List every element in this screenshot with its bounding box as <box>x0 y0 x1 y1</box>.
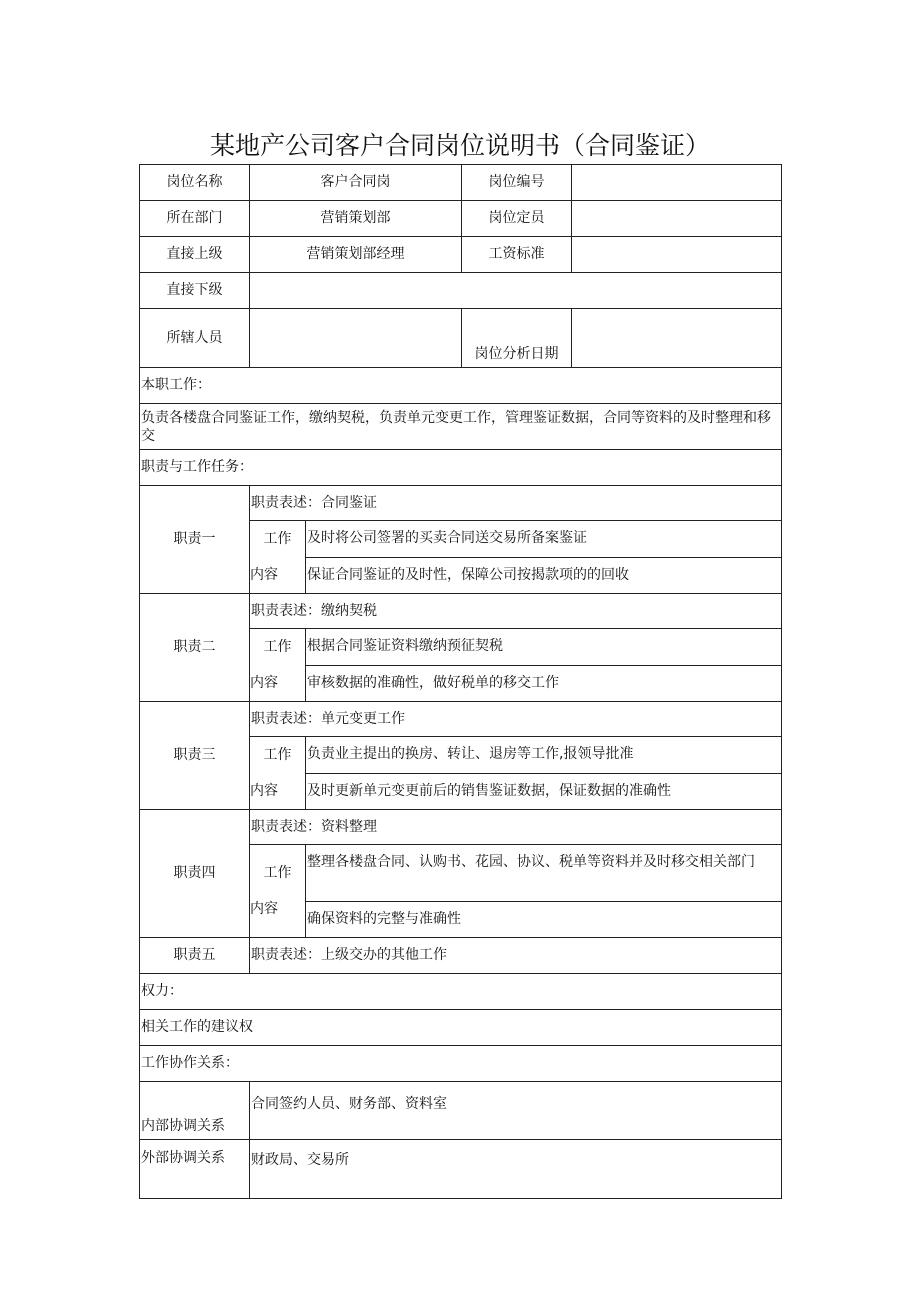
info-row <box>140 309 782 368</box>
work-content-label <box>250 845 306 938</box>
staff-label: 所辖人员 <box>140 309 250 368</box>
duty-row <box>140 594 782 629</box>
duty-name: 职责一 <box>140 486 250 594</box>
subordinate-label: 直接下级 <box>140 273 250 309</box>
work-label-top: 工作 <box>263 865 292 881</box>
post-name-value: 客户合同岗 <box>250 165 462 201</box>
duty-desc: 职责表述：单元变更工作 <box>250 702 782 737</box>
quota-label: 岗位定员 <box>462 201 572 237</box>
relations-heading: 工作协作关系： <box>140 1046 782 1082</box>
authority-text: 相关工作的建议权 <box>140 1010 782 1046</box>
work-content-label <box>250 737 306 810</box>
authority-heading-row <box>140 974 782 1010</box>
wage-value <box>572 237 782 273</box>
info-row <box>140 165 782 201</box>
work-label-bottom: 内容 <box>250 901 278 917</box>
dept-value: 营销策划部 <box>250 201 462 237</box>
info-row <box>140 201 782 237</box>
relations-heading-row <box>140 1046 782 1082</box>
duty-desc: 职责表述：上级交办的其他工作 <box>250 938 782 974</box>
dept-label: 所在部门 <box>140 201 250 237</box>
duty-name: 职责五 <box>140 938 250 974</box>
job-description-table <box>139 164 782 1199</box>
duty-desc: 职责表述：缴纳契税 <box>250 594 782 629</box>
work-label-bottom: 内容 <box>250 783 278 799</box>
duty-task: 根据合同鉴证资料缴纳预征契税 <box>306 629 782 666</box>
main-work-text-row <box>140 404 782 450</box>
duty-task: 确保资料的完整与准确性 <box>306 902 782 938</box>
internal-relation-value: 合同签约人员、财务部、资料室 <box>250 1082 782 1140</box>
external-relation-label: 外部协调关系 <box>140 1140 250 1199</box>
duty-task: 及时将公司签署的买卖合同送交易所备案鉴证 <box>306 521 782 558</box>
main-work-text: 负责各楼盘合同鉴证工作，缴纳契税，负责单元变更工作，管理鉴证数据，合同等资料的及时整理和移交 <box>140 404 782 450</box>
main-work-heading-row <box>140 368 782 404</box>
duty-task: 负责业主提出的换房、转让、退房等工作,报领导批准 <box>306 737 782 774</box>
page-title: 某地产公司客户合同岗位说明书（合同鉴证） <box>209 131 710 160</box>
post-no-label: 岗位编号 <box>462 165 572 201</box>
duty-row <box>140 938 782 974</box>
duty-task: 保证合同鉴证的及时性，保障公司按揭款项的的回收 <box>306 557 782 594</box>
work-label-top: 工作 <box>263 639 292 655</box>
duty-task: 及时更新单元变更前后的销售鉴证数据，保证数据的准确性 <box>306 773 782 810</box>
superior-label: 直接上级 <box>140 237 250 273</box>
superior-value: 营销策划部经理 <box>250 237 462 273</box>
duty-row <box>140 810 782 845</box>
main-work-heading: 本职工作： <box>140 368 782 404</box>
external-relation-value: 财政局、交易所 <box>250 1140 782 1199</box>
post-no-value <box>572 165 782 201</box>
work-label-bottom: 内容 <box>250 675 278 691</box>
duty-name: 职责二 <box>140 594 250 702</box>
duties-heading: 职责与工作任务： <box>140 450 782 486</box>
work-label-bottom: 内容 <box>250 567 278 583</box>
duty-task: 整理各楼盘合同、认购书、花园、协议、税单等资料并及时移交相关部门 <box>306 845 782 902</box>
info-row <box>140 237 782 273</box>
post-name-label: 岗位名称 <box>140 165 250 201</box>
internal-relation-row <box>140 1082 782 1140</box>
internal-relation-label: 内部协调关系 <box>140 1082 250 1140</box>
duty-name: 职责四 <box>140 810 250 938</box>
external-relation-row <box>140 1140 782 1199</box>
subordinate-value <box>250 273 782 309</box>
work-content-label <box>250 521 306 594</box>
analysis-date-value <box>572 309 782 368</box>
duties-heading-row <box>140 450 782 486</box>
authority-heading: 权力： <box>140 974 782 1010</box>
info-row <box>140 273 782 309</box>
quota-value <box>572 201 782 237</box>
staff-value <box>250 309 462 368</box>
work-content-label <box>250 629 306 702</box>
analysis-date-label: 岗位分析日期 <box>462 309 572 368</box>
duty-name: 职责三 <box>140 702 250 810</box>
authority-text-row <box>140 1010 782 1046</box>
wage-label: 工资标准 <box>462 237 572 273</box>
work-label-top: 工作 <box>263 747 292 763</box>
duty-row <box>140 486 782 521</box>
duty-row <box>140 702 782 737</box>
duty-desc: 职责表述：合同鉴证 <box>250 486 782 521</box>
duty-desc: 职责表述：资料整理 <box>250 810 782 845</box>
work-label-top: 工作 <box>263 531 292 547</box>
duty-task: 审核数据的准确性，做好税单的移交工作 <box>306 665 782 702</box>
